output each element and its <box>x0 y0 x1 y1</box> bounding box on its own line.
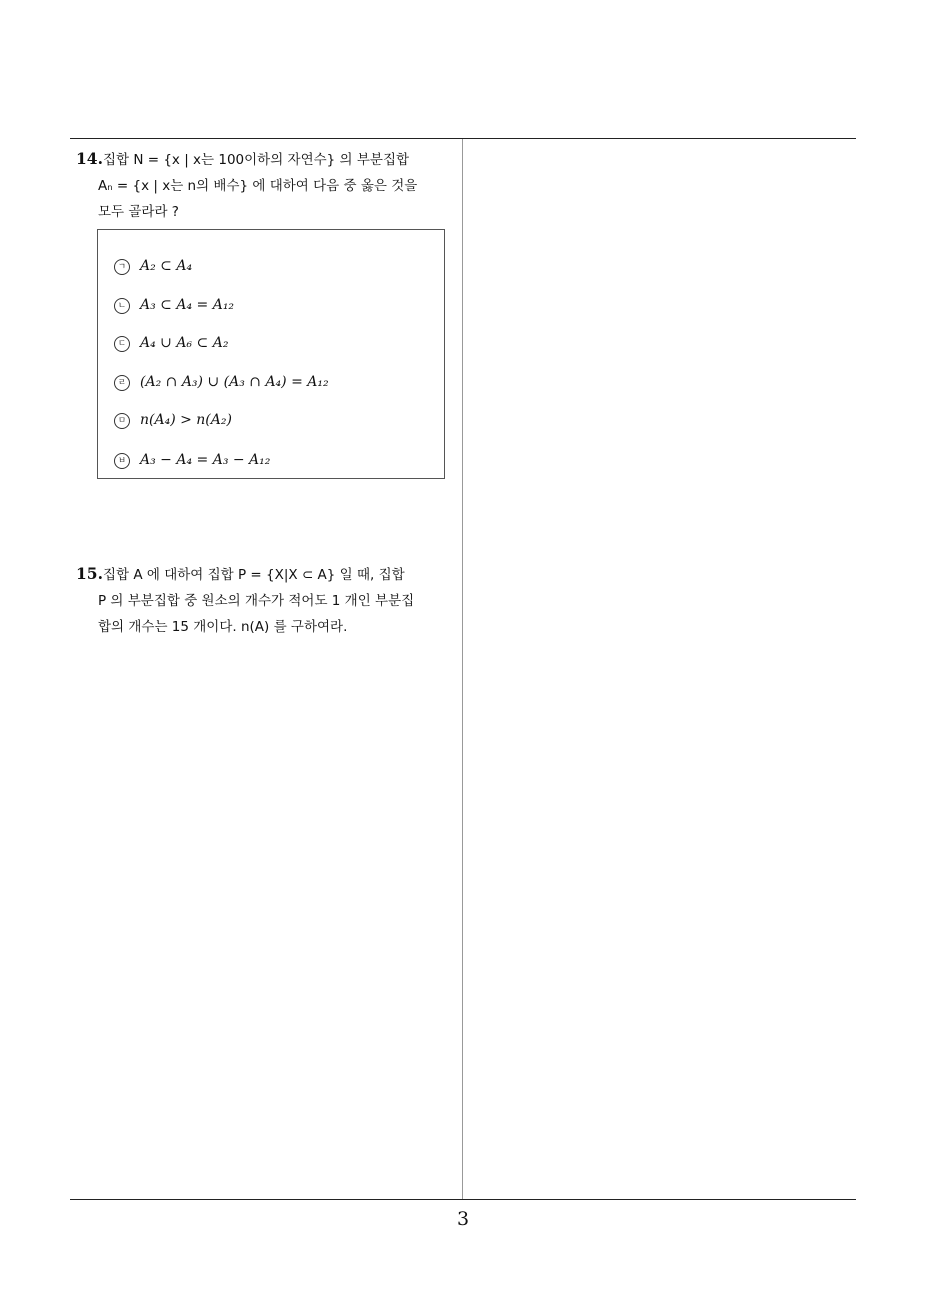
choice-expression: A₄ ∪ A₆ ⊂ A₂ <box>140 335 229 351</box>
page-number: 3 <box>456 1208 470 1230</box>
choice-item <box>114 448 270 472</box>
choices-box <box>97 229 445 479</box>
choice-marker: ㄱ <box>114 259 130 275</box>
choice-expression: A₃ − A₄ = A₃ − A₁₂ <box>140 452 271 468</box>
choice-expression: A₂ ⊂ A₄ <box>140 258 193 274</box>
choice-item <box>114 331 228 355</box>
question-14-line-3: 모두 골라라 ? <box>98 204 179 220</box>
choice-expression: A₃ ⊂ A₄ = A₁₂ <box>140 297 235 313</box>
choice-expression: n(A₄) > n(A₂) <box>140 412 232 428</box>
question-14-line-2: Aₙ = {x | x는 n의 배수} 에 대하여 다음 중 옳은 것을 <box>98 178 418 194</box>
choice-marker: ㅂ <box>114 453 130 469</box>
bottom-rule <box>70 1199 856 1200</box>
choice-item <box>114 293 234 317</box>
choice-item <box>114 408 232 432</box>
question-number: 14. <box>76 149 103 168</box>
question-text: 집합 N = {x | x는 100이하의 자연수} 의 부분집합 <box>102 152 410 168</box>
choice-marker: ㄴ <box>114 298 130 314</box>
question-text: 집합 A 에 대하여 집합 P = {X|X ⊂ A} 일 때, 집합 <box>102 567 405 583</box>
question-number: 15. <box>76 564 103 583</box>
question-15-line-2: P 의 부분집합 중 원소의 개수가 적어도 1 개인 부분집 <box>98 593 415 609</box>
choice-marker: ㄹ <box>114 375 130 391</box>
question-14-line-1 <box>76 146 456 173</box>
choice-marker: ㅁ <box>114 413 130 429</box>
choice-expression: (A₂ ∩ A₃) ∪ (A₃ ∩ A₄) = A₁₂ <box>140 374 329 390</box>
question-14 <box>76 146 456 225</box>
choice-item <box>114 370 329 394</box>
question-15-line-3: 합의 개수는 15 개이다. n(A) 를 구하여라. <box>98 619 348 635</box>
question-15 <box>76 561 456 640</box>
question-15-line-1 <box>76 561 456 588</box>
choice-item <box>114 254 192 278</box>
choice-marker: ㄷ <box>114 336 130 352</box>
top-rule <box>70 138 856 139</box>
column-divider <box>462 139 463 1200</box>
